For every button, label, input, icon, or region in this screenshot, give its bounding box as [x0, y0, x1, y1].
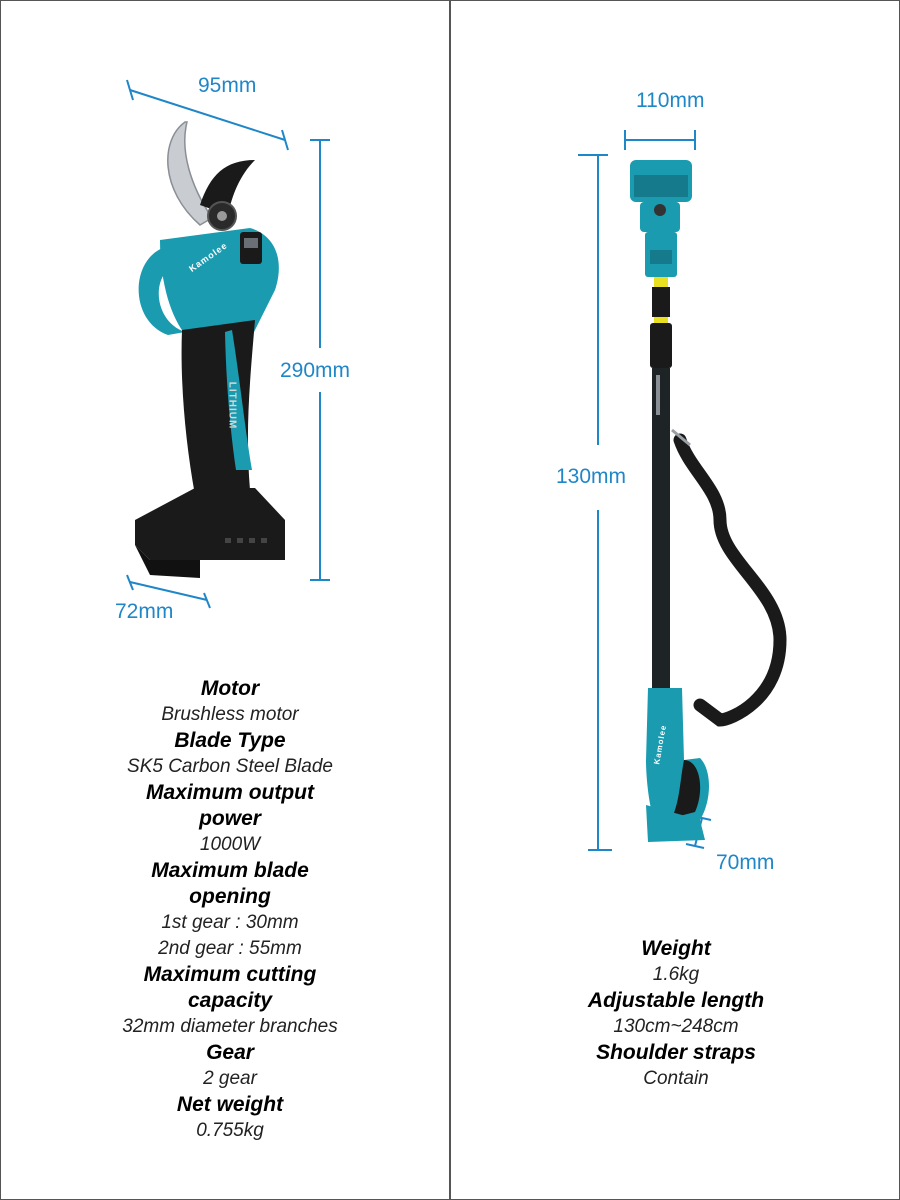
- pruner-height-label: 290mm: [280, 359, 351, 382]
- pruner-illustration: [135, 122, 285, 578]
- spec-label-shoulder-straps: Shoulder straps: [596, 1041, 756, 1064]
- spec-value-gear: 2 gear: [203, 1068, 257, 1089]
- spec-value-blade-opening-1st: 1st gear : 30mm: [161, 912, 299, 933]
- spec-label-net-weight: Net weight: [176, 1093, 284, 1116]
- spec-value-shoulder-straps: Contain: [643, 1068, 709, 1089]
- spec-label-cutting-capacity: Maximum cutting capacity: [143, 963, 317, 1012]
- spec-label-blade-type: Blade Type: [174, 729, 286, 752]
- pole-height-label: 130mm: [556, 465, 627, 488]
- pruner-base-label: 72mm: [115, 600, 174, 623]
- spec-label-blade-opening: Maximum blade opening: [151, 859, 309, 908]
- spec-value-net-weight: 0.755kg: [196, 1120, 264, 1141]
- spec-label-weight: Weight: [641, 937, 711, 960]
- pruner-specs: [40, 676, 420, 1144]
- pruner-blade-icon: [168, 122, 212, 225]
- spec-value-blade-type: SK5 Carbon Steel Blade: [127, 756, 333, 777]
- pole-pruner-illustration: [630, 160, 780, 842]
- spec-value-output-power: 1000W: [199, 834, 261, 855]
- pruner-brand-label: Kamolee: [187, 240, 230, 274]
- spec-value-weight: 1.6kg: [652, 964, 700, 985]
- shoulder-strap-icon: [680, 440, 780, 720]
- spec-label-gear: Gear: [206, 1041, 254, 1064]
- pole-width-dimension-line: [625, 130, 695, 150]
- spec-label-adjustable-length: Adjustable length: [587, 989, 765, 1012]
- spec-value-cutting-capacity: 32mm diameter branches: [122, 1016, 338, 1037]
- pole-base-label: 70mm: [716, 851, 775, 874]
- spec-value-blade-opening-2nd: 2nd gear : 55mm: [158, 938, 302, 959]
- pruner-width-label: 95mm: [198, 74, 257, 97]
- pole-height-dimension-line: [578, 155, 612, 850]
- spec-value-adjustable-length: 130cm~248cm: [613, 1016, 739, 1037]
- pole-width-label: 110mm: [636, 89, 705, 112]
- spec-label-output-power: Maximum output power: [146, 781, 314, 830]
- pruner-handle-text: LITHIUM: [226, 381, 238, 430]
- spec-label-motor: Motor: [200, 677, 260, 700]
- pole-brand-label: Kamolee: [652, 723, 669, 766]
- pole-specs: [486, 936, 866, 1092]
- spec-value-motor: Brushless motor: [161, 704, 299, 725]
